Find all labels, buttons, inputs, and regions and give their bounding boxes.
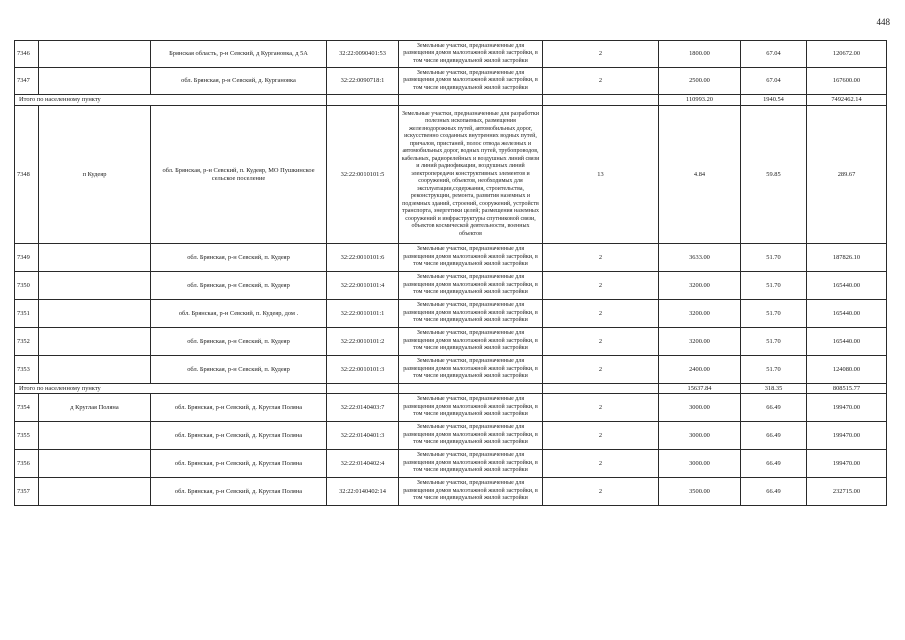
- address-cell: Брянская область, р-н Севский, д Кургановка, д 5А: [151, 41, 327, 68]
- table-row: [15, 300, 887, 328]
- cadastral-cost: 199470.00: [807, 422, 887, 450]
- cadastral-cost: 199470.00: [807, 450, 887, 478]
- address-cell: обл. Брянская, р-н Севский, д. Кургановка: [151, 68, 327, 95]
- table-row: [15, 244, 887, 272]
- use-group: 2: [543, 450, 659, 478]
- settlement-name: [39, 356, 151, 384]
- settlement-name: [39, 478, 151, 506]
- cadastral-number: 32:22:0140402:4: [327, 450, 399, 478]
- settlement-total-row: [15, 95, 887, 106]
- specific-value: 67.04: [741, 68, 807, 95]
- use-group: 2: [543, 244, 659, 272]
- specific-value: 66.49: [741, 478, 807, 506]
- row-number: 7356: [15, 450, 39, 478]
- specific-value: 51.70: [741, 300, 807, 328]
- cadastral-cost: 120672.00: [807, 41, 887, 68]
- address-cell: обл. Брянская, р-н Севский, д. Круглая Поляна: [151, 478, 327, 506]
- settlement-name: [39, 422, 151, 450]
- cadastral-number: 32:22:0010101:4: [327, 272, 399, 300]
- table-row: [15, 41, 887, 68]
- cadastral-number: 32:22:0010101:3: [327, 356, 399, 384]
- area-value: 3500.00: [659, 478, 741, 506]
- land-use-purpose: Земельные участки, предназначенные для размещения домов малоэтажной жилой застройки, в том числе индивидуальной жилой застройки: [399, 272, 543, 300]
- settlement-name: [39, 450, 151, 478]
- address-cell: обл. Брянская, р-н Севский, п. Кудеяр, МО Пушкинское сельское поселение: [151, 106, 327, 244]
- settlement-name: [39, 272, 151, 300]
- cadastral-number: 32:22:0140402:14: [327, 478, 399, 506]
- specific-value: 51.70: [741, 356, 807, 384]
- area-value: 2400.00: [659, 356, 741, 384]
- row-number: 7353: [15, 356, 39, 384]
- area-value: 1800.00: [659, 41, 741, 68]
- specific-value: 66.49: [741, 422, 807, 450]
- total-cadastral-cost: 808515.77: [807, 384, 887, 394]
- area-value: 3000.00: [659, 394, 741, 422]
- table-row: [15, 328, 887, 356]
- settlement-name: [39, 68, 151, 95]
- address-cell: обл. Брянская, р-н Севский, п. Кудеяр: [151, 272, 327, 300]
- settlement-name: [39, 328, 151, 356]
- address-cell: обл. Брянская, р-н Севский, д. Круглая Поляна: [151, 422, 327, 450]
- use-group: 2: [543, 41, 659, 68]
- use-group: 2: [543, 272, 659, 300]
- row-number: 7348: [15, 106, 39, 244]
- area-value: 3633.00: [659, 244, 741, 272]
- settlement-total-row: [15, 384, 887, 394]
- cadastral-number: 32:22:0140403:7: [327, 394, 399, 422]
- page-number: 448: [876, 17, 890, 27]
- settlement-name: п Кудеяр: [39, 106, 151, 244]
- table-row: [15, 478, 887, 506]
- table-row: [15, 422, 887, 450]
- total-specific-value: 1940.54: [741, 95, 807, 106]
- use-group: 2: [543, 328, 659, 356]
- cadastral-cost: 165440.00: [807, 272, 887, 300]
- specific-value: 66.49: [741, 450, 807, 478]
- land-use-purpose: Земельные участки, предназначенные для размещения домов малоэтажной жилой застройки, в том числе индивидуальной жилой застройки: [399, 450, 543, 478]
- settlement-name: [39, 41, 151, 68]
- cadastral-value-table: [14, 40, 887, 506]
- row-number: 7357: [15, 478, 39, 506]
- land-use-purpose: Земельные участки, предназначенные для размещения домов малоэтажной жилой застройки, в том числе индивидуальной жилой застройки: [399, 422, 543, 450]
- total-area: 110993.20: [659, 95, 741, 106]
- row-number: 7350: [15, 272, 39, 300]
- address-cell: обл. Брянская, р-н Севский, п. Кудеяр, дом .: [151, 300, 327, 328]
- settlement-name: [39, 300, 151, 328]
- use-group: 13: [543, 106, 659, 244]
- cadastral-cost: 167600.00: [807, 68, 887, 95]
- empty-cell: [543, 95, 659, 106]
- cadastral-cost: 165440.00: [807, 328, 887, 356]
- address-cell: обл. Брянская, р-н Севский, д. Круглая Поляна: [151, 450, 327, 478]
- area-value: 2500.00: [659, 68, 741, 95]
- use-group: 2: [543, 300, 659, 328]
- use-group: 2: [543, 422, 659, 450]
- empty-cell: [399, 95, 543, 106]
- row-number: 7347: [15, 68, 39, 95]
- empty-cell: [327, 95, 399, 106]
- land-use-purpose: Земельные участки, предназначенные для размещения домов малоэтажной жилой застройки, в том числе индивидуальной жилой застройки: [399, 356, 543, 384]
- total-label: Итого по населенному пункту: [15, 384, 327, 394]
- cadastral-number: 32:22:0010101:6: [327, 244, 399, 272]
- table-row: [15, 272, 887, 300]
- cadastral-number: 32:22:0010101:2: [327, 328, 399, 356]
- land-use-purpose: Земельные участки, предназначенные для размещения домов малоэтажной жилой застройки, в том числе индивидуальной жилой застройки: [399, 68, 543, 95]
- area-value: 3200.00: [659, 300, 741, 328]
- cadastral-cost: 187826.10: [807, 244, 887, 272]
- row-number: 7354: [15, 394, 39, 422]
- area-value: 3200.00: [659, 328, 741, 356]
- row-number: 7355: [15, 422, 39, 450]
- total-area: 15637.84: [659, 384, 741, 394]
- specific-value: 67.04: [741, 41, 807, 68]
- land-use-purpose: Земельные участки, предназначенные для размещения домов малоэтажной жилой застройки, в том числе индивидуальной жилой застройки: [399, 244, 543, 272]
- settlement-name: [39, 244, 151, 272]
- specific-value: 51.70: [741, 328, 807, 356]
- cadastral-cost: 124080.00: [807, 356, 887, 384]
- cadastral-cost: 289.67: [807, 106, 887, 244]
- cadastral-number: 32:22:0010101:1: [327, 300, 399, 328]
- use-group: 2: [543, 478, 659, 506]
- row-number: 7346: [15, 41, 39, 68]
- area-value: 3000.00: [659, 450, 741, 478]
- cadastral-number: 32:22:0090718:1: [327, 68, 399, 95]
- use-group: 2: [543, 394, 659, 422]
- specific-value: 59.85: [741, 106, 807, 244]
- table-row: [15, 394, 887, 422]
- use-group: 2: [543, 356, 659, 384]
- land-use-purpose: Земельные участки, предназначенные для размещения домов малоэтажной жилой застройки, в том числе индивидуальной жилой застройки: [399, 300, 543, 328]
- row-number: 7352: [15, 328, 39, 356]
- total-label: Итого по населенному пункту: [15, 95, 327, 106]
- area-value: 3000.00: [659, 422, 741, 450]
- land-use-purpose: Земельные участки, предназначенные для размещения домов малоэтажной жилой застройки, в том числе индивидуальной жилой застройки: [399, 394, 543, 422]
- table-row: [15, 106, 887, 244]
- cadastral-cost: 165440.00: [807, 300, 887, 328]
- cadastral-number: 32:22:0140401:3: [327, 422, 399, 450]
- specific-value: 51.70: [741, 244, 807, 272]
- area-value: 3200.00: [659, 272, 741, 300]
- table-row: [15, 356, 887, 384]
- cadastral-cost: 232715.00: [807, 478, 887, 506]
- specific-value: 51.70: [741, 272, 807, 300]
- address-cell: обл. Брянская, р-н Севский, п. Кудеяр: [151, 328, 327, 356]
- cadastral-number: 32:22:0090401:53: [327, 41, 399, 68]
- address-cell: обл. Брянская, р-н Севский, п. Кудеяр: [151, 356, 327, 384]
- empty-cell: [543, 384, 659, 394]
- area-value: 4.84: [659, 106, 741, 244]
- table-row: [15, 68, 887, 95]
- total-specific-value: 318.35: [741, 384, 807, 394]
- land-use-purpose: Земельные участки, предназначенные для размещения домов малоэтажной жилой застройки, в том числе индивидуальной жилой застройки: [399, 328, 543, 356]
- row-number: 7351: [15, 300, 39, 328]
- use-group: 2: [543, 68, 659, 95]
- empty-cell: [399, 384, 543, 394]
- row-number: 7349: [15, 244, 39, 272]
- empty-cell: [327, 384, 399, 394]
- specific-value: 66.49: [741, 394, 807, 422]
- table-row: [15, 450, 887, 478]
- table-body: [15, 41, 887, 506]
- address-cell: обл. Брянская, р-н Севский, п. Кудеяр: [151, 244, 327, 272]
- address-cell: обл. Брянская, р-н Севский, д. Круглая Поляна: [151, 394, 327, 422]
- land-use-purpose: Земельные участки, предназначенные для размещения домов малоэтажной жилой застройки, в том числе индивидуальной жилой застройки: [399, 478, 543, 506]
- total-cadastral-cost: 7492462.14: [807, 95, 887, 106]
- land-use-purpose: Земельные участки, предназначенные для разработки полезных ископаемых, размещения железнодорожных путей, автомобильных дорог, искусственно созданных внутренних водных путей, причалов, пристаней, полос отвода железных и автомобильных дорог, водных путей, трубопроводов, кабельных, радиорелейных и воздушных линий связи и линий радиофикации, воздушных линий электропередачи конструктивных элементов и сооружений, объектов, необходимых для эксплуатации,содержания, строительства, реконструкции, ремонта, развития наземных и подземных зданий, строений, сооружений, устройств транспорта, энергетики целей; размещения наземных сооружений и инфраструктуры спутниковой связи, объектов космической деятельности, военных объектов: [399, 106, 543, 244]
- settlement-name: д Круглая Поляна: [39, 394, 151, 422]
- land-use-purpose: Земельные участки, предназначенные для размещения домов малоэтажной жилой застройки, в том числе индивидуальной жилой застройки: [399, 41, 543, 68]
- cadastral-cost: 199470.00: [807, 394, 887, 422]
- cadastral-number: 32:22:0010101:5: [327, 106, 399, 244]
